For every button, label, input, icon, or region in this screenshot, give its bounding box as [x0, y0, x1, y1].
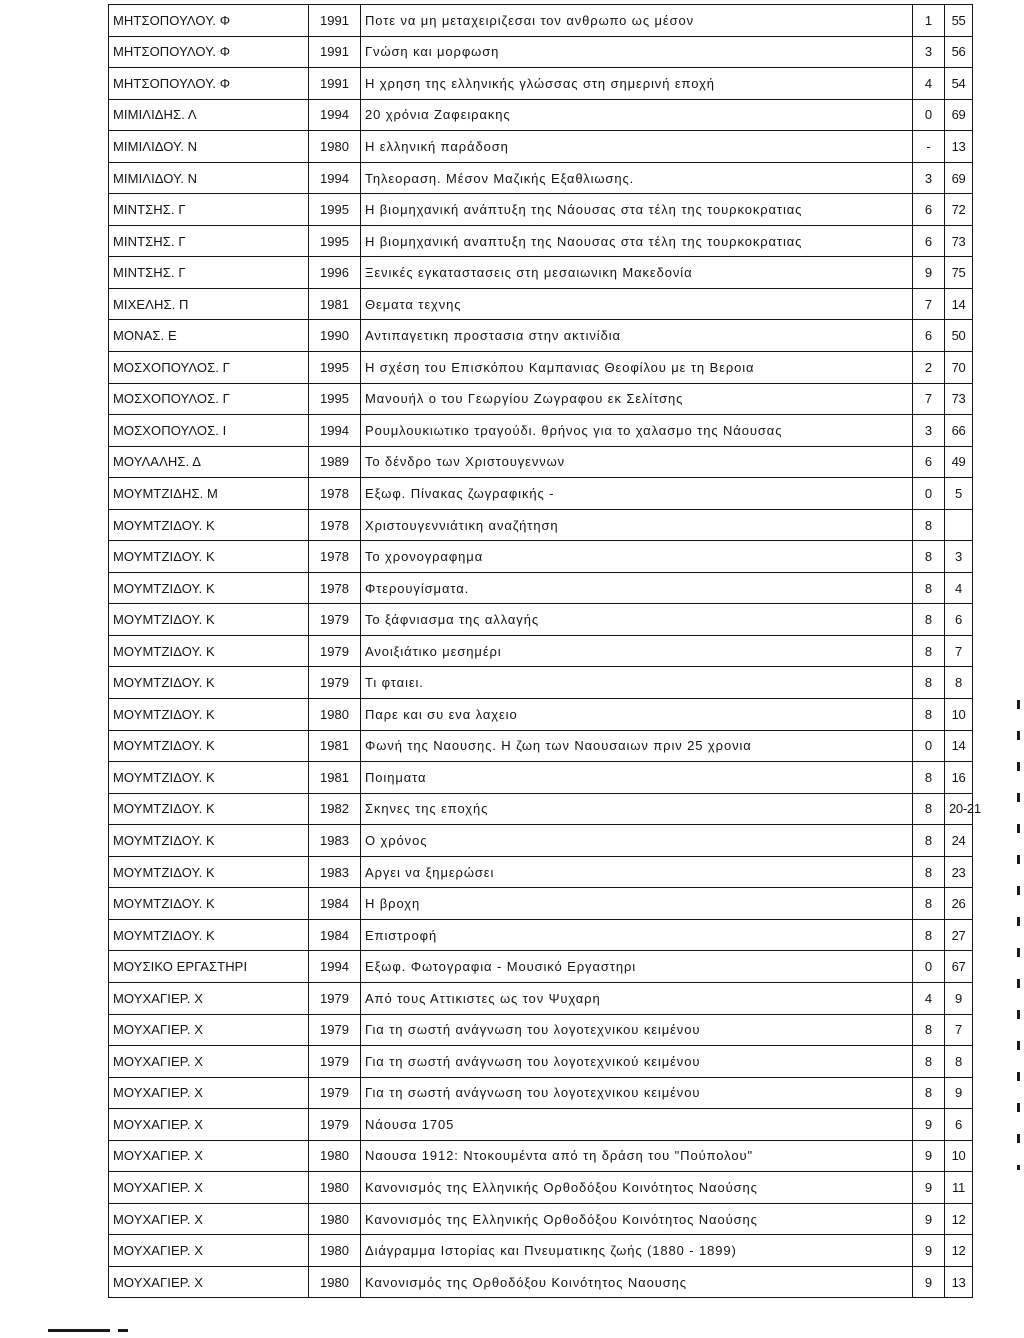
author-cell: ΜΙΧΕΛΗΣ. Π [109, 288, 309, 320]
issue-number-cell: 9 [913, 1109, 945, 1141]
issue-number-cell: 8 [913, 604, 945, 636]
issue-number-cell: 3 [913, 415, 945, 447]
page-number-cell: 66 [945, 415, 973, 447]
author-cell: ΜΙΜΙΛΙΔΟΥ. Ν [109, 162, 309, 194]
title-cell: Ρουμλουκιωτικο τραγούδι. θρήνος για το χαλασμο της Νάουσας [361, 415, 913, 447]
year-cell: 1978 [309, 509, 361, 541]
year-cell: 1991 [309, 36, 361, 68]
issue-number-cell: 0 [913, 730, 945, 762]
issue-number-cell: 9 [913, 1266, 945, 1298]
page-number-cell: 75 [945, 257, 973, 289]
author-cell: ΜΟΥΜΤΖΙΔΟΥ. Κ [109, 572, 309, 604]
year-cell: 1981 [309, 762, 361, 794]
issue-number-cell: 0 [913, 478, 945, 510]
title-cell: Για τη σωστή ανάγνωση του λογοτεχνικου κειμένου [361, 1077, 913, 1109]
author-cell: ΜΟΥΜΤΖΙΔΟΥ. Κ [109, 604, 309, 636]
title-cell: Από τους Αττικιστες ως τον Ψυχαρη [361, 982, 913, 1014]
title-cell: Γνώση και μορφωση [361, 36, 913, 68]
table-row [109, 1235, 973, 1267]
table-row [109, 1077, 973, 1109]
year-cell: 1980 [309, 699, 361, 731]
title-cell: Αντιπαγετικη προστασια στην ακτινίδια [361, 320, 913, 352]
year-cell: 1979 [309, 1014, 361, 1046]
year-cell: 1980 [309, 1235, 361, 1267]
year-cell: 1989 [309, 446, 361, 478]
title-cell: Η βιομηχανική ανάπτυξη της Νάουσας στα τέλη της τουρκοκρατιας [361, 194, 913, 226]
page-number-cell: 49 [945, 446, 973, 478]
title-cell: Η βιομηχανική αναπτυξη της Ναουσας στα τέλη της τουρκοκρατιας [361, 225, 913, 257]
author-cell: ΜΟΥΜΤΖΙΔΟΥ. Κ [109, 919, 309, 951]
author-cell: ΜΟΥΧΑΓΙΕΡ. Χ [109, 1046, 309, 1078]
table-row [109, 856, 973, 888]
title-cell: Η βροχη [361, 888, 913, 920]
page-number-cell: 9 [945, 1077, 973, 1109]
page-number-cell: 13 [945, 1266, 973, 1298]
author-cell: ΜΟΥΜΤΖΙΔΟΥ. Κ [109, 762, 309, 794]
author-cell: ΜΗΤΣΟΠΟΥΛΟΥ. Φ [109, 5, 309, 37]
year-cell: 1994 [309, 99, 361, 131]
table-row [109, 352, 973, 384]
page-number-cell: 70 [945, 352, 973, 384]
year-cell: 1996 [309, 257, 361, 289]
page-number-cell: 26 [945, 888, 973, 920]
table-row [109, 541, 973, 573]
table-row [109, 131, 973, 163]
page-number-cell: 6 [945, 1109, 973, 1141]
issue-number-cell: 4 [913, 68, 945, 100]
author-cell: ΜΙΜΙΛΙΔΟΥ. Ν [109, 131, 309, 163]
year-cell: 1980 [309, 1266, 361, 1298]
issue-number-cell: 8 [913, 541, 945, 573]
page-number-cell: 12 [945, 1203, 973, 1235]
table-row [109, 225, 973, 257]
page-number-cell: 6 [945, 604, 973, 636]
title-cell: Ανοιξιάτικο μεσημέρι [361, 635, 913, 667]
title-cell: Για τη σωστή ανάγνωση του λογοτεχνικού κειμένου [361, 1046, 913, 1078]
table-row [109, 5, 973, 37]
page-number-cell: 7 [945, 1014, 973, 1046]
author-cell: ΜΟΥΜΤΖΙΔΟΥ. Κ [109, 509, 309, 541]
scan-artifact-bar [48, 1329, 110, 1332]
table-row [109, 1046, 973, 1078]
author-cell: ΜΟΥΧΑΓΙΕΡ. Χ [109, 1109, 309, 1141]
catalog-table [108, 4, 981, 1298]
title-cell: Το ξάφνιασμα της αλλαγής [361, 604, 913, 636]
table-row [109, 1109, 973, 1141]
issue-number-cell: 8 [913, 1077, 945, 1109]
page-number-cell: 16 [945, 762, 973, 794]
issue-number-cell: 8 [913, 1046, 945, 1078]
table-row [109, 162, 973, 194]
author-cell: ΜΟΣΧΟΠΟΥΛΟΣ. Γ [109, 352, 309, 384]
author-cell: ΜΟΥΧΑΓΙΕΡ. Χ [109, 1172, 309, 1204]
author-cell: ΜΟΥΜΤΖΙΔΟΥ. Κ [109, 856, 309, 888]
table-row [109, 1203, 973, 1235]
title-cell: Το χρονογραφημα [361, 541, 913, 573]
title-cell: Διάγραμμα Ιστορίας και Πνευματικης ζωής (1880 - 1899) [361, 1235, 913, 1267]
table-row [109, 383, 973, 415]
author-cell: ΜΙΝΤΣΗΣ. Γ [109, 194, 309, 226]
year-cell: 1980 [309, 1172, 361, 1204]
issue-number-cell: 9 [913, 1140, 945, 1172]
page-number-cell: 12 [945, 1235, 973, 1267]
year-cell: 1980 [309, 1203, 361, 1235]
author-cell: ΜΟΣΧΟΠΟΥΛΟΣ. Ι [109, 415, 309, 447]
page-number-cell: 56 [945, 36, 973, 68]
year-cell: 1979 [309, 1109, 361, 1141]
table-row [109, 478, 973, 510]
issue-number-cell: 8 [913, 572, 945, 604]
title-cell: Κανονισμός της Ελληνικής Ορθοδόξου Κοινότητος Ναούσης [361, 1172, 913, 1204]
page-number-cell: 3 [945, 541, 973, 573]
page-number-cell: 13 [945, 131, 973, 163]
table-row [109, 1140, 973, 1172]
scan-artifact-mark [118, 1329, 128, 1332]
issue-number-cell: 8 [913, 888, 945, 920]
issue-number-cell: 8 [913, 1014, 945, 1046]
table-row [109, 793, 973, 825]
year-cell: 1984 [309, 919, 361, 951]
title-cell: Ξενικές εγκαταστασεις στη μεσαιωνικη Μακεδονία [361, 257, 913, 289]
page-number-cell: 69 [945, 99, 973, 131]
table-row [109, 699, 973, 731]
title-cell: Νάουσα 1705 [361, 1109, 913, 1141]
page-number-cell: 5 [945, 478, 973, 510]
year-cell: 1979 [309, 635, 361, 667]
title-cell: Τι φταιει. [361, 667, 913, 699]
table-row [109, 730, 973, 762]
title-cell: Παρε και συ ενα λαχειο [361, 699, 913, 731]
page-number-cell: 14 [945, 730, 973, 762]
year-cell: 1984 [309, 888, 361, 920]
table-row [109, 36, 973, 68]
issue-number-cell: 7 [913, 383, 945, 415]
author-cell: ΜΟΥΧΑΓΙΕΡ. Χ [109, 1077, 309, 1109]
author-cell: ΜΟΣΧΟΠΟΥΛΟΣ. Γ [109, 383, 309, 415]
page-number-cell: 14 [945, 288, 973, 320]
title-cell: Κανονισμός της Ορθοδόξου Κοινότητος Ναουσης [361, 1266, 913, 1298]
year-cell: 1979 [309, 982, 361, 1014]
issue-number-cell: 1 [913, 5, 945, 37]
table-row [109, 194, 973, 226]
issue-number-cell: 9 [913, 257, 945, 289]
title-cell: Σκηνες της εποχής [361, 793, 913, 825]
author-cell: ΜΟΥΜΤΖΙΔΟΥ. Κ [109, 667, 309, 699]
page-number-cell: 7 [945, 635, 973, 667]
issue-number-cell: 8 [913, 793, 945, 825]
title-cell: Επιστροφή [361, 919, 913, 951]
page-number-cell: 10 [945, 699, 973, 731]
page-number-cell: 8 [945, 667, 973, 699]
page-number-cell [945, 509, 973, 541]
year-cell: 1994 [309, 415, 361, 447]
author-cell: ΜΟΥΜΤΖΙΔΟΥ. Κ [109, 825, 309, 857]
author-cell: ΜΟΥΧΑΓΙΕΡ. Χ [109, 1235, 309, 1267]
table-row [109, 1266, 973, 1298]
page-number-cell: 27 [945, 919, 973, 951]
year-cell: 1995 [309, 225, 361, 257]
page-number-cell: 54 [945, 68, 973, 100]
page-number-cell: 23 [945, 856, 973, 888]
issue-number-cell: 3 [913, 162, 945, 194]
page-number-cell: 50 [945, 320, 973, 352]
title-cell: Τηλεοραση. Μέσον Μαζικής Εξαθλιωσης. [361, 162, 913, 194]
issue-number-cell: 8 [913, 699, 945, 731]
author-cell: ΜΟΥΛΑΛΗΣ. Δ [109, 446, 309, 478]
title-cell: Ποτε να μη μεταχειριζεσαι τον ανθρωπο ως μέσον [361, 5, 913, 37]
title-cell: Ναουσα 1912: Ντοκουμέντα από τη δράση του "Πούπολου" [361, 1140, 913, 1172]
year-cell: 1991 [309, 5, 361, 37]
title-cell: Το δένδρο των Χριστουγεννων [361, 446, 913, 478]
page-number-cell: 55 [945, 5, 973, 37]
table-row [109, 635, 973, 667]
year-cell: 1983 [309, 856, 361, 888]
author-cell: ΜΟΥΜΤΖΙΔΗΣ. Μ [109, 478, 309, 510]
year-cell: 1990 [309, 320, 361, 352]
author-cell: ΜΟΥΜΤΖΙΔΟΥ. Κ [109, 699, 309, 731]
author-cell: ΜΟΥΧΑΓΙΕΡ. Χ [109, 1266, 309, 1298]
page-number-cell: 69 [945, 162, 973, 194]
table-row [109, 982, 973, 1014]
author-cell: ΜΙΝΤΣΗΣ. Γ [109, 225, 309, 257]
author-cell: ΜΟΥΧΑΓΙΕΡ. Χ [109, 1203, 309, 1235]
issue-number-cell: 8 [913, 635, 945, 667]
title-cell: Μανουήλ ο του Γεωργίου Ζωγραφου εκ Σελίτσης [361, 383, 913, 415]
title-cell: Θεματα τεχνης [361, 288, 913, 320]
issue-number-cell: 8 [913, 667, 945, 699]
catalog-body [109, 5, 981, 1298]
table-row [109, 667, 973, 699]
issue-number-cell: 4 [913, 982, 945, 1014]
table-row [109, 288, 973, 320]
issue-number-cell: 8 [913, 762, 945, 794]
page-number-cell: 73 [945, 225, 973, 257]
issue-number-cell: 6 [913, 225, 945, 257]
issue-number-cell: 6 [913, 194, 945, 226]
issue-number-cell: 9 [913, 1172, 945, 1204]
author-cell: ΜΙΝΤΣΗΣ. Γ [109, 257, 309, 289]
author-cell: ΜΟΥΣΙΚΟ ΕΡΓΑΣΤΗΡΙ [109, 951, 309, 983]
page-number-cell: 4 [945, 572, 973, 604]
year-cell: 1994 [309, 951, 361, 983]
title-cell: Κανονισμός της Ελληνικής Ορθοδόξου Κοινότητος Ναούσης [361, 1203, 913, 1235]
issue-number-cell: 8 [913, 919, 945, 951]
author-cell: ΜΟΥΜΤΖΙΔΟΥ. Κ [109, 635, 309, 667]
title-cell: Αργει να ξημερώσει [361, 856, 913, 888]
title-cell: Ποιηματα [361, 762, 913, 794]
year-cell: 1978 [309, 478, 361, 510]
title-cell: Εξωφ. Φωτογραφια - Μουσικό Εργαστηρι [361, 951, 913, 983]
title-cell: Εξωφ. Πίνακας ζωγραφικής - [361, 478, 913, 510]
table-row [109, 99, 973, 131]
author-cell: ΜΟΥΧΑΓΙΕΡ. Χ [109, 1140, 309, 1172]
year-cell: 1981 [309, 288, 361, 320]
table-row [109, 415, 973, 447]
year-cell: 1981 [309, 730, 361, 762]
author-cell: ΜΙΜΙΛΙΔΗΣ. Λ [109, 99, 309, 131]
author-cell: ΜΟΥΜΤΖΙΔΟΥ. Κ [109, 888, 309, 920]
page-number-cell: 24 [945, 825, 973, 857]
table-row [109, 762, 973, 794]
title-cell: 20 χρόνια Ζαφειρακης [361, 99, 913, 131]
issue-number-cell: 9 [913, 1203, 945, 1235]
issue-number-cell: 6 [913, 446, 945, 478]
page-number-cell: 73 [945, 383, 973, 415]
title-cell: Για τη σωστή ανάγνωση του λογοτεχνικου κειμένου [361, 1014, 913, 1046]
title-cell: Η σχέση του Επισκόπου Καμπανιας Θεοφίλου με τη Βεροια [361, 352, 913, 384]
issue-number-cell: 0 [913, 951, 945, 983]
issue-number-cell: 2 [913, 352, 945, 384]
year-cell: 1978 [309, 572, 361, 604]
table-row [109, 446, 973, 478]
page-number-cell: 72 [945, 194, 973, 226]
issue-number-cell: - [913, 131, 945, 163]
table-row [109, 951, 973, 983]
issue-number-cell: 8 [913, 825, 945, 857]
table-row [109, 604, 973, 636]
table-row [109, 825, 973, 857]
author-cell: ΜΟΥΧΑΓΙΕΡ. Χ [109, 982, 309, 1014]
table-row [109, 509, 973, 541]
table-row [109, 1172, 973, 1204]
page-number-cell: 67 [945, 951, 973, 983]
page-number-cell: 10 [945, 1140, 973, 1172]
table-row [109, 320, 973, 352]
title-cell: Ο χρόνος [361, 825, 913, 857]
year-cell: 1995 [309, 352, 361, 384]
year-cell: 1979 [309, 1077, 361, 1109]
table-row [109, 1014, 973, 1046]
year-cell: 1983 [309, 825, 361, 857]
author-cell: ΜΟΥΧΑΓΙΕΡ. Χ [109, 1014, 309, 1046]
table-row [109, 572, 973, 604]
issue-number-cell: 7 [913, 288, 945, 320]
author-cell: ΜΟΝΑΣ. Ε [109, 320, 309, 352]
year-cell: 1994 [309, 162, 361, 194]
issue-number-cell: 9 [913, 1235, 945, 1267]
author-cell: ΜΟΥΜΤΖΙΔΟΥ. Κ [109, 793, 309, 825]
scan-artifact-dashes [1017, 700, 1020, 1170]
author-cell: ΜΟΥΜΤΖΙΔΟΥ. Κ [109, 730, 309, 762]
title-cell: Φωνή της Ναουσης. Η ζωη των Ναουσαιων πριν 25 χρονια [361, 730, 913, 762]
title-cell: Η ελληνική παράδοση [361, 131, 913, 163]
issue-number-cell: 3 [913, 36, 945, 68]
issue-number-cell: 8 [913, 509, 945, 541]
table-row [109, 257, 973, 289]
year-cell: 1979 [309, 1046, 361, 1078]
author-cell: ΜΗΤΣΟΠΟΥΛΟΥ. Φ [109, 36, 309, 68]
title-cell: Η χρηση της ελληνικής γλώσσας στη σημερινή εποχή [361, 68, 913, 100]
page-number-cell: 8 [945, 1046, 973, 1078]
year-cell: 1995 [309, 194, 361, 226]
page-number-cell: 20-21 [945, 793, 973, 825]
year-cell: 1978 [309, 541, 361, 573]
issue-number-cell: 8 [913, 856, 945, 888]
page-number-cell: 11 [945, 1172, 973, 1204]
table-row [109, 68, 973, 100]
title-cell: Φτερουγίσματα. [361, 572, 913, 604]
page-number-cell: 9 [945, 982, 973, 1014]
issue-number-cell: 0 [913, 99, 945, 131]
year-cell: 1982 [309, 793, 361, 825]
year-cell: 1995 [309, 383, 361, 415]
year-cell: 1980 [309, 131, 361, 163]
issue-number-cell: 6 [913, 320, 945, 352]
year-cell: 1991 [309, 68, 361, 100]
author-cell: ΜΗΤΣΟΠΟΥΛΟΥ. Φ [109, 68, 309, 100]
year-cell: 1979 [309, 604, 361, 636]
author-cell: ΜΟΥΜΤΖΙΔΟΥ. Κ [109, 541, 309, 573]
title-cell: Χριστουγεννιάτικη αναζήτηση [361, 509, 913, 541]
table-row [109, 919, 973, 951]
table-row [109, 888, 973, 920]
year-cell: 1979 [309, 667, 361, 699]
year-cell: 1980 [309, 1140, 361, 1172]
